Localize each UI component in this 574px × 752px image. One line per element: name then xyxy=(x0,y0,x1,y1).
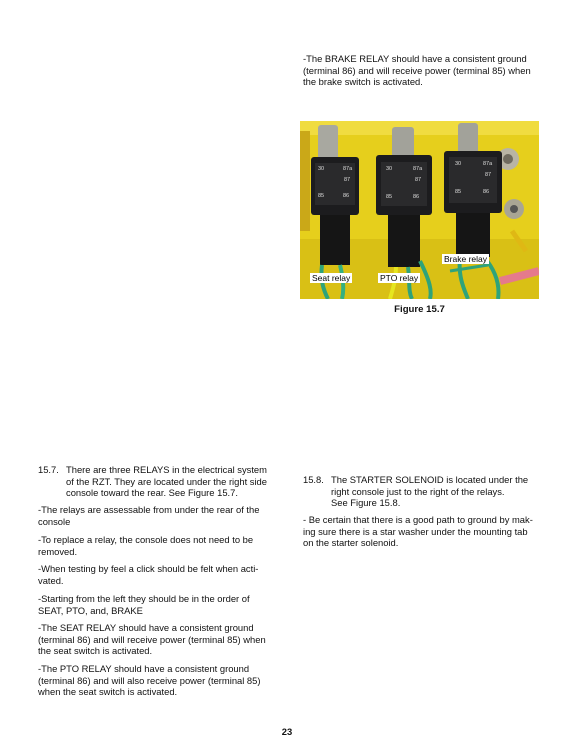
paragraph-line: (terminal 86) and will receive power (terminal 85) when xyxy=(38,633,266,645)
relay-terminal-label: 30 xyxy=(318,166,325,172)
paragraph-line: SEAT, PTO, and, BRAKE xyxy=(38,604,143,616)
paragraph-line: -When testing by feel a click should be felt when acti- xyxy=(38,563,259,574)
left-paragraph xyxy=(38,622,288,657)
paragraph-line: when the seat switch is activated. xyxy=(38,686,178,698)
paragraph-line: -The PTO RELAY should have a consistent ground xyxy=(38,663,250,674)
relay-terminal-label: 87a xyxy=(483,161,493,167)
section-text: right console just to the right of the relays. xyxy=(331,485,505,497)
left-paragraph xyxy=(38,663,288,698)
brake-line: -The BRAKE RELAY should have a consistent ground xyxy=(303,53,527,64)
brake-line: the brake switch is activated. xyxy=(303,76,423,88)
relay-terminal-label: 86 xyxy=(413,194,420,200)
relay-terminal-label: 86 xyxy=(343,193,350,199)
left-paragraph xyxy=(38,593,288,616)
section-text: console toward the rear. See Figure 15.7. xyxy=(66,487,238,499)
relay-photo xyxy=(300,121,539,299)
paragraph-line: - Be certain that there is a good path to ground by mak- xyxy=(303,514,533,525)
section-text: of the RZT. They are located under the right side xyxy=(66,475,267,487)
paragraph-line: -To replace a relay, the console does not need to be xyxy=(38,534,254,545)
relay-terminal-label: 87 xyxy=(415,177,422,183)
brake-line: (terminal 86) and will receive power (terminal 85) when xyxy=(303,64,531,76)
section-text: There are three RELAYS in the electrical system xyxy=(66,464,267,475)
relay-terminal-label: 30 xyxy=(386,166,393,172)
relay-terminal-label: 85 xyxy=(386,194,393,200)
paragraph-line: -The relays are assessable from under the rear of the xyxy=(38,504,260,515)
pto-relay-label: PTO relay xyxy=(380,273,419,283)
paragraph-line: console xyxy=(38,515,71,527)
right-paragraph xyxy=(303,514,553,549)
relay-terminal-label: 87 xyxy=(485,172,492,178)
section-text: The STARTER SOLENOID is located under the xyxy=(331,474,529,485)
section-number: 15.7. xyxy=(38,464,59,475)
relay-terminal-label: 86 xyxy=(483,189,490,195)
left-paragraph xyxy=(38,563,288,586)
relay-terminal-label: 87a xyxy=(343,166,353,172)
section-number: 15.8. xyxy=(303,474,324,485)
left-paragraph xyxy=(38,504,288,527)
paragraph-line: -The SEAT RELAY should have a consistent ground xyxy=(38,622,254,633)
page-number: 23 xyxy=(281,726,293,737)
brake-relay-paragraph xyxy=(303,53,543,88)
paragraph-line: vated. xyxy=(38,574,64,586)
paragraph-line: -Starting from the left they should be in the order of xyxy=(38,593,250,604)
relay-terminal-label: 87 xyxy=(344,177,351,183)
relay-terminal-label: 85 xyxy=(318,193,325,199)
paragraph-line: ing sure there is a star washer under the mounting tab xyxy=(303,525,528,537)
section-15-8-heading-line xyxy=(303,474,553,486)
seat-relay-label: Seat relay xyxy=(312,273,351,283)
paragraph-line: (terminal 86) and will also receive power (terminal 85) xyxy=(38,674,261,686)
relay-terminal-label: 87a xyxy=(413,166,423,172)
brake-relay-label: Brake relay xyxy=(444,254,487,264)
paragraph-line: removed. xyxy=(38,545,78,557)
paragraph-line: on the starter solenoid. xyxy=(303,537,399,549)
relay-terminal-label: 85 xyxy=(455,189,462,195)
figure-caption: Figure 15.7 xyxy=(394,304,445,315)
relay-terminal-label: 30 xyxy=(455,161,462,167)
section-15-7 xyxy=(38,464,288,499)
section-text: See Figure 15.8. xyxy=(331,497,401,509)
section-15-8 xyxy=(303,474,553,509)
paragraph-line: the seat switch is activated. xyxy=(38,645,153,657)
section-15-7-heading-line xyxy=(38,464,288,476)
left-paragraph xyxy=(38,534,288,557)
